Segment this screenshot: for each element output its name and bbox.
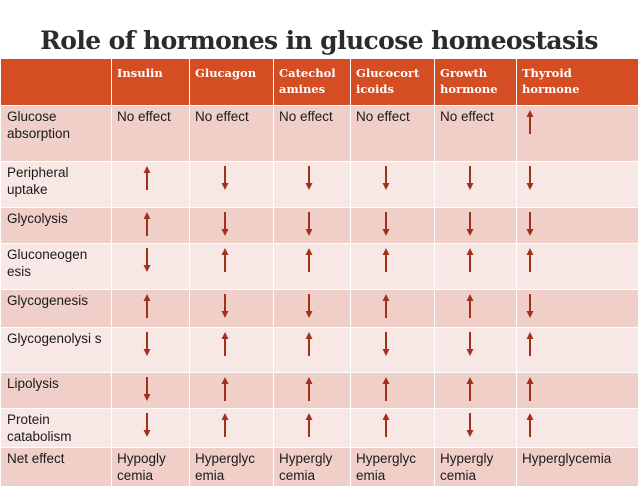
effect-cell [517,373,638,409]
effect-cell [351,373,435,409]
effect-cell [190,162,274,208]
effect-cell [435,409,517,448]
effect-cell [517,244,638,290]
row-label: Net effect [1,448,112,487]
table-cell: Hyperglycemia [517,448,638,487]
decrease-arrow-icon [382,211,390,237]
effect-cell [351,290,435,328]
effect-cell [274,409,351,448]
decrease-arrow-icon [466,412,474,438]
effect-cell [435,244,517,290]
effect-cell [274,373,351,409]
decrease-arrow-icon [143,247,151,273]
table-row [1,162,638,208]
increase-arrow-icon [466,247,474,273]
effect-cell [517,409,638,448]
column-header-thyroid-hormone: Thyroid hormone [517,59,638,106]
table-cell: Hypergly cemia [274,448,351,487]
table-row [1,373,638,409]
effect-cell [112,409,190,448]
decrease-arrow-icon [526,165,534,191]
effect-cell [274,208,351,244]
increase-arrow-icon [526,412,534,438]
table-cell: No effect [190,106,274,162]
column-header-catecholamines: Catechol amines [274,59,351,106]
hormone-effects-table [0,58,638,487]
table-cell: No effect [351,106,435,162]
table-row [1,328,638,373]
effect-cell [351,328,435,373]
effect-cell [112,290,190,328]
table-row [1,409,638,448]
increase-arrow-icon [526,109,534,135]
table-cell: Hyperglyc emia [351,448,435,487]
decrease-arrow-icon [221,293,229,319]
table-cell: No effect [112,106,190,162]
effect-cell [112,373,190,409]
increase-arrow-icon [221,376,229,402]
effect-cell [112,244,190,290]
effect-cell [517,162,638,208]
table-cell: Hypogly cemia [112,448,190,487]
decrease-arrow-icon [466,331,474,357]
decrease-arrow-icon [305,211,313,237]
increase-arrow-icon [382,247,390,273]
row-label: Glycogenolysi s [1,328,112,373]
decrease-arrow-icon [466,211,474,237]
increase-arrow-icon [466,293,474,319]
increase-arrow-icon [221,331,229,357]
decrease-arrow-icon [382,165,390,191]
slide-title: Role of hormones in glucose homeostasis [0,26,638,55]
table-cell: Hypergly cemia [435,448,517,487]
effect-cell [190,373,274,409]
effect-cell [190,208,274,244]
effect-cell [351,409,435,448]
increase-arrow-icon [382,412,390,438]
table-row [1,290,638,328]
column-header-growth-hormone: Growth hormone [435,59,517,106]
effect-cell [435,208,517,244]
effect-cell [274,328,351,373]
increase-arrow-icon [221,247,229,273]
table-header-row [1,59,638,106]
decrease-arrow-icon [143,331,151,357]
decrease-arrow-icon [221,211,229,237]
decrease-arrow-icon [526,211,534,237]
decrease-arrow-icon [305,293,313,319]
effect-cell [112,328,190,373]
decrease-arrow-icon [143,376,151,402]
effect-cell [112,208,190,244]
effect-cell [351,208,435,244]
column-header-insulin: Insulin [112,59,190,106]
decrease-arrow-icon [382,331,390,357]
table-row [1,448,638,487]
effect-cell [435,290,517,328]
table-row [1,106,638,162]
row-label: Protein catabolism [1,409,112,448]
effect-cell [190,409,274,448]
increase-arrow-icon [526,247,534,273]
decrease-arrow-icon [143,412,151,438]
effect-cell [190,290,274,328]
row-label: Glycolysis [1,208,112,244]
effect-cell [517,290,638,328]
row-label: Glycogenesis [1,290,112,328]
increase-arrow-icon [305,376,313,402]
effect-cell [351,162,435,208]
effect-cell [190,244,274,290]
increase-arrow-icon [143,165,151,191]
row-label: Gluconeogen esis [1,244,112,290]
increase-arrow-icon [143,293,151,319]
increase-arrow-icon [143,211,151,237]
effect-cell [190,328,274,373]
column-header-process [1,59,112,106]
effect-cell [435,373,517,409]
increase-arrow-icon [305,247,313,273]
decrease-arrow-icon [526,293,534,319]
effect-cell [351,244,435,290]
effect-cell [274,290,351,328]
effect-cell [274,162,351,208]
row-label: Glucose absorption [1,106,112,162]
increase-arrow-icon [382,376,390,402]
row-label: Peripheral uptake [1,162,112,208]
decrease-arrow-icon [221,165,229,191]
effect-cell [517,106,638,162]
increase-arrow-icon [305,331,313,357]
increase-arrow-icon [466,376,474,402]
effect-cell [435,162,517,208]
effect-cell [274,244,351,290]
table-row [1,244,638,290]
increase-arrow-icon [221,412,229,438]
increase-arrow-icon [526,331,534,357]
table-cell: No effect [274,106,351,162]
increase-arrow-icon [382,293,390,319]
effect-cell [112,162,190,208]
column-header-glucagon: Glucagon [190,59,274,106]
effect-cell [517,328,638,373]
increase-arrow-icon [305,412,313,438]
effect-cell [435,328,517,373]
table-cell: No effect [435,106,517,162]
effect-cell [517,208,638,244]
table-row [1,208,638,244]
increase-arrow-icon [526,376,534,402]
decrease-arrow-icon [466,165,474,191]
table-cell: Hyperglyc emia [190,448,274,487]
column-header-glucocorticoids: Glucocort icoids [351,59,435,106]
decrease-arrow-icon [305,165,313,191]
table-body [1,106,638,487]
row-label: Lipolysis [1,373,112,409]
